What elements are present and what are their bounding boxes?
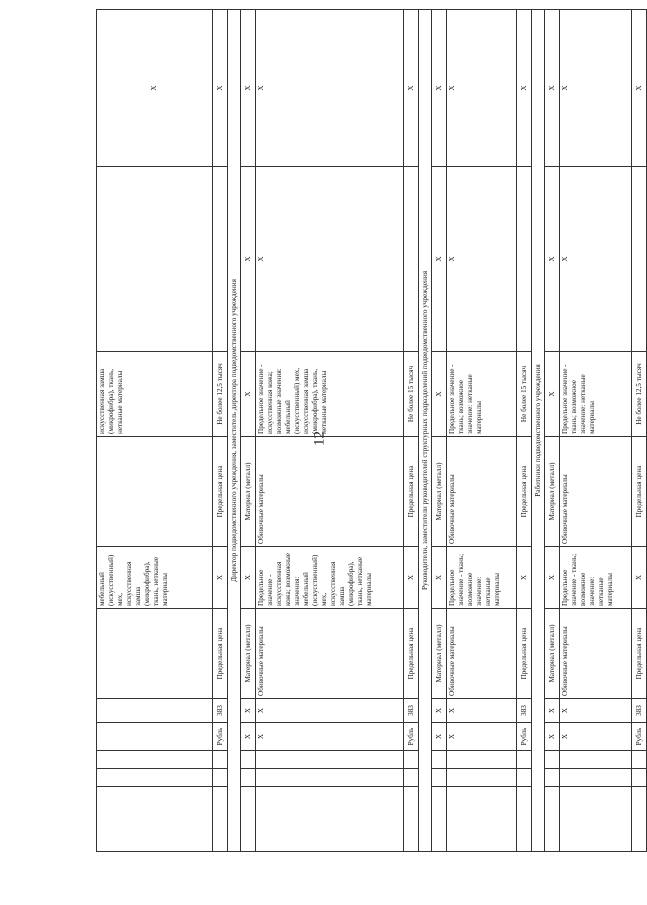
cell-empty — [404, 787, 419, 852]
cell-value: Не более 12,5 тысяч — [632, 352, 647, 437]
cell-value: Предельное значение - ткань; возможное значение: нетканые материалы — [560, 547, 632, 609]
cell-value: Предельная цена — [632, 609, 647, 699]
cell-value: Предельная цена — [632, 437, 647, 547]
cell-unit: Рубль — [213, 723, 228, 751]
cell-empty — [545, 751, 560, 769]
cell-mark: X — [241, 699, 256, 723]
cell-mark: X — [241, 167, 256, 352]
cell-value: Обивочные материалы — [447, 437, 517, 547]
cell-value: Материал (металл) — [545, 437, 560, 547]
cell-mark: X — [213, 10, 228, 167]
table-row — [632, 10, 647, 852]
cell-value: Материал (металл) — [241, 437, 256, 547]
cell-mark: X — [545, 723, 560, 751]
table-row — [404, 10, 419, 852]
cell-mark: X — [632, 10, 647, 167]
cell-empty — [97, 751, 213, 769]
cell-value: X — [404, 547, 419, 609]
cell-value: Предельная цена — [213, 609, 228, 699]
cell-mark: X — [560, 699, 632, 723]
cell-empty — [560, 751, 632, 769]
cell-empty — [404, 751, 419, 769]
cell-mark: X — [256, 723, 404, 751]
cell-value: Обивочные материалы — [256, 609, 404, 699]
cell-value: Материал (металл) — [432, 437, 447, 547]
cell-code: 383 — [517, 699, 532, 723]
cell-empty — [213, 167, 228, 352]
cell-empty — [545, 787, 560, 852]
cell-mark: X — [447, 723, 517, 751]
cell-value: Предельная цена — [517, 609, 532, 699]
cell-empty — [447, 769, 517, 787]
table-row — [447, 10, 517, 852]
table-row — [560, 10, 632, 852]
rotated-table-wrapper — [96, 30, 643, 852]
cell-mark: X — [560, 723, 632, 751]
cell-mark: X — [241, 723, 256, 751]
cell-empty — [404, 167, 419, 352]
cell-mark: X — [545, 167, 560, 352]
cell-empty — [432, 787, 447, 852]
cell-mark: X — [432, 10, 447, 167]
cell-mark: X — [256, 10, 404, 167]
cell-mark: X — [545, 10, 560, 167]
cell-value: Предельное значение - искусственная кожа; возможные значения: мебельный (искусственный) мех, искусственная замша (микрофибра), ткань, нетканые материалы — [256, 547, 404, 609]
cell-value: Предельная цена — [517, 437, 532, 547]
cell-empty — [517, 751, 532, 769]
cell-mark: X — [432, 723, 447, 751]
cell-empty — [632, 751, 647, 769]
cell-value: X — [517, 547, 532, 609]
cell-empty — [97, 723, 213, 751]
cell-mark: X — [545, 699, 560, 723]
cell-value: X — [432, 547, 447, 609]
table-row — [97, 10, 213, 852]
table-row — [545, 10, 560, 852]
cell-empty — [213, 751, 228, 769]
cell-value: Предельное значение - ткань; возможное значение: нетканые материалы — [560, 352, 632, 437]
cell-empty — [632, 787, 647, 852]
cell-mark: X — [447, 167, 517, 352]
cell-mark: X — [256, 167, 404, 352]
cell-value: Предельная цена — [404, 609, 419, 699]
cell-value: X — [545, 352, 560, 437]
cell-empty — [213, 769, 228, 787]
cell-unit: Рубль — [517, 723, 532, 751]
cell-value: Не более 15 тысяч — [517, 352, 532, 437]
cell-value: Не более 12,5 тысяч — [213, 352, 228, 437]
cell-empty — [432, 751, 447, 769]
cell-mark: X — [517, 10, 532, 167]
cell-empty — [560, 787, 632, 852]
cell-empty — [97, 437, 213, 547]
table-row — [213, 10, 228, 852]
cell-empty — [517, 167, 532, 352]
cell-empty — [97, 699, 213, 723]
cell-value: X — [241, 547, 256, 609]
cell-empty — [432, 769, 447, 787]
table-row — [256, 10, 404, 852]
cell-value: Предельное значение - ткань; возможное значение: нетканые материалы — [447, 352, 517, 437]
section-heading: Работники подведомственного учреждения — [532, 10, 545, 852]
cell-mark: X — [241, 10, 256, 167]
cell-empty — [517, 769, 532, 787]
cell-empty — [632, 167, 647, 352]
cell-empty — [517, 787, 532, 852]
cell-value: X — [632, 547, 647, 609]
cell-mark: X — [560, 10, 632, 167]
cell-value: Предельное значение - ткань; возможное значение: нетканые материалы — [447, 547, 517, 609]
cell-code: 383 — [632, 699, 647, 723]
cell-value: X — [213, 547, 228, 609]
cell-empty — [256, 751, 404, 769]
cell-value: Предельная цена — [404, 437, 419, 547]
cell-value: Предельное значение - искусственная кожа; возможные значения: мебельный (искусственный) мех, искусственная замша (микрофибра), ткань, нетканые материалы — [256, 352, 404, 437]
cell-mark: X — [560, 167, 632, 352]
cell-value: Обивочные материалы — [256, 437, 404, 547]
cell-value: Материал (металл) — [545, 609, 560, 699]
cell-empty — [404, 769, 419, 787]
cell-empty — [447, 751, 517, 769]
section-heading: Руководители, заместители руководителей структурных подразделений подведомственного учреждения — [419, 10, 432, 852]
section-heading-row — [532, 10, 545, 852]
cell-mark: X — [447, 699, 517, 723]
cell-empty — [97, 787, 213, 852]
page-number: 12 — [311, 431, 328, 446]
cell-empty — [97, 609, 213, 699]
cell-mark: X — [447, 10, 517, 167]
section-heading-row — [419, 10, 432, 852]
cell-unit: Рубль — [632, 723, 647, 751]
cell-mark: X — [256, 699, 404, 723]
cell-mark: X — [404, 10, 419, 167]
table-row — [517, 10, 532, 852]
cell-empty — [560, 769, 632, 787]
cell-unit: Рубль — [404, 723, 419, 751]
cell-value: искусственная замша (микрофибра), ткань, нетканые материалы — [97, 352, 213, 437]
cell-empty — [97, 769, 213, 787]
cell-empty — [256, 787, 404, 852]
cell-mark: X — [97, 10, 213, 167]
table-row — [241, 10, 256, 852]
cell-value: X — [545, 547, 560, 609]
cell-mark: X — [432, 699, 447, 723]
cell-value: мебельный (искусственный) мех, искусственная замша (микрофибра), ткань, нетканые материалы — [97, 547, 213, 609]
cell-empty — [241, 769, 256, 787]
cell-code: 383 — [404, 699, 419, 723]
cell-mark: X — [432, 167, 447, 352]
table-row — [432, 10, 447, 852]
cell-empty — [97, 167, 213, 352]
cell-value: Предельная цена — [213, 437, 228, 547]
cell-empty — [213, 787, 228, 852]
cell-value: Материал (металл) — [241, 609, 256, 699]
cell-value: Обивочные материалы — [447, 609, 517, 699]
section-heading-row — [228, 10, 241, 852]
cell-value: X — [432, 352, 447, 437]
rotated-table-container — [96, 30, 643, 852]
cell-empty — [241, 751, 256, 769]
requirements-table — [96, 9, 647, 852]
cell-empty — [545, 769, 560, 787]
cell-empty — [256, 769, 404, 787]
section-heading: Директор подведомственного учреждения, заместитель директора подведомственного учреждения — [228, 10, 241, 852]
cell-value: Обивочные материалы — [560, 437, 632, 547]
cell-empty — [447, 787, 517, 852]
cell-value: Материал (металл) — [432, 609, 447, 699]
cell-value: X — [241, 352, 256, 437]
cell-value: Не более 15 тысяч — [404, 352, 419, 437]
cell-empty — [632, 769, 647, 787]
cell-code: 383 — [213, 699, 228, 723]
cell-empty — [241, 787, 256, 852]
cell-value: Обивочные материалы — [560, 609, 632, 699]
